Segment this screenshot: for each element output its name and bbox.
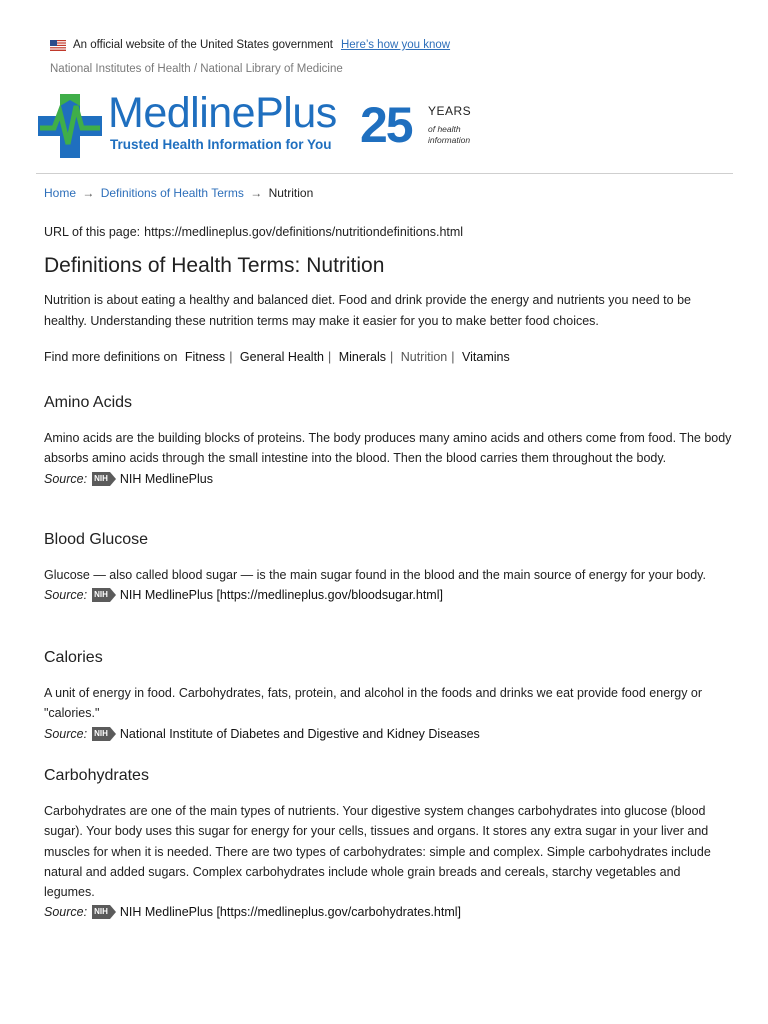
site-logo[interactable] bbox=[38, 89, 738, 164]
nih-logo-icon bbox=[92, 588, 116, 602]
header-divider bbox=[36, 173, 733, 174]
term-blood-glucose bbox=[44, 529, 734, 605]
nih-logo-icon bbox=[92, 727, 116, 741]
gov-banner bbox=[50, 39, 450, 51]
nih-badge-text: NIH bbox=[92, 588, 110, 602]
nih-logo-icon bbox=[92, 472, 116, 486]
term-definition: Amino acids are the building blocks of proteins. The body produces many amino acids and others come from food. The body absorbs amino acids through the small intestine into the blood. Then the blood carries them throughout the body. bbox=[44, 431, 732, 466]
term-heading: Blood Glucose bbox=[44, 531, 149, 548]
breadcrumb-arrow: → bbox=[82, 186, 95, 200]
source-url: [https://medlineplus.gov/carbohydrates.html] bbox=[216, 905, 462, 920]
source-organization: NIH MedlinePlus bbox=[119, 905, 213, 920]
term-heading: Amino Acids bbox=[44, 394, 133, 411]
breadcrumb-section-link[interactable]: Definitions of Health Terms bbox=[100, 186, 244, 200]
source-organization: NIH MedlinePlus bbox=[119, 471, 213, 486]
source-label: Source: bbox=[44, 726, 88, 741]
definitions-link-general-health[interactable]: General Health bbox=[239, 350, 324, 364]
anniversary-number: 25 bbox=[360, 97, 412, 153]
page-url-label: URL of this page: bbox=[44, 225, 141, 239]
nih-badge-text: NIH bbox=[92, 727, 110, 741]
intro-text: Nutrition is about eating a healthy and balanced diet. Food and drink provide the energy and nutrients you need to be healthy. Understanding these nutrition terms may make it easier for you to make better food choices. bbox=[44, 293, 691, 328]
link-separator: | bbox=[229, 350, 233, 364]
source-organization: National Institute of Diabetes and Digestive and Kidney Diseases bbox=[119, 726, 480, 741]
source-label: Source: bbox=[44, 471, 88, 486]
page-url-value: https://medlineplus.gov/definitions/nutritiondefinitions.html bbox=[144, 225, 464, 239]
breadcrumb bbox=[44, 186, 313, 200]
source-url: [https://medlineplus.gov/bloodsugar.html] bbox=[216, 588, 443, 603]
definitions-link-fitness[interactable]: Fitness bbox=[184, 350, 226, 364]
term-definition: A unit of energy in food. Carbohydrates, fats, protein, and alcohol in the foods and drinks we eat provide food energy or "calories." bbox=[44, 686, 703, 721]
org-line: National Institutes of Health / National Library of Medicine bbox=[50, 63, 343, 75]
term-heading: Calories bbox=[44, 649, 103, 666]
term-amino-acids bbox=[44, 392, 734, 489]
link-separator: | bbox=[328, 350, 332, 364]
us-flag-icon bbox=[50, 40, 66, 51]
term-carbohydrates bbox=[44, 765, 734, 922]
nih-badge-text: NIH bbox=[92, 905, 110, 919]
source-label: Source: bbox=[44, 905, 88, 920]
logo-wordmark: MedlinePlus bbox=[108, 89, 337, 137]
anniversary-years: YEARS bbox=[428, 104, 472, 118]
term-definition: Glucose — also called blood sugar — is the main sugar found in the blood and the main source of energy for your body. bbox=[44, 568, 706, 582]
term-source bbox=[44, 585, 734, 605]
definitions-link-vitamins[interactable]: Vitamins bbox=[462, 350, 510, 364]
term-source bbox=[44, 469, 734, 489]
how-you-know-link[interactable]: Here’s how you know bbox=[340, 39, 451, 51]
find-more-label: Find more definitions on bbox=[44, 350, 178, 364]
breadcrumb-current: Nutrition bbox=[268, 186, 314, 200]
page-title: Definitions of Health Terms: Nutrition bbox=[44, 254, 385, 277]
source-label: Source: bbox=[44, 588, 88, 603]
breadcrumb-arrow: → bbox=[250, 186, 263, 200]
source-organization: NIH MedlinePlus bbox=[119, 588, 213, 603]
term-definition: Carbohydrates are one of the main types of nutrients. Your digestive system changes carbohydrates into glucose (blood sugar). Your body uses this sugar for energy for your cells, tissues and organs. It stores any extra sugar in your liver and muscles for when it is needed. There are two types of carbohydrates: simple and complex. Simple carbohydrates include natural and added sugars. Complex carbohydrates include whole grain breads and cereals, starchy vegetables and legumes. bbox=[44, 804, 711, 900]
page-url bbox=[44, 225, 463, 239]
term-calories bbox=[44, 647, 734, 744]
definitions-link-minerals[interactable]: Minerals bbox=[338, 350, 386, 364]
medlineplus-cross-icon bbox=[38, 92, 102, 160]
term-source bbox=[44, 724, 734, 744]
nih-badge-text: NIH bbox=[92, 472, 110, 486]
definitions-current-nutrition: Nutrition bbox=[400, 350, 448, 364]
link-separator: | bbox=[389, 350, 394, 364]
official-text: An official website of the United States government bbox=[73, 39, 333, 51]
term-heading: Carbohydrates bbox=[44, 767, 149, 784]
anniversary-subtitle: of health information bbox=[428, 124, 471, 145]
nih-logo-icon bbox=[92, 905, 116, 919]
term-source bbox=[44, 902, 734, 922]
link-separator: | bbox=[451, 350, 455, 364]
breadcrumb-home-link[interactable]: Home bbox=[44, 186, 77, 200]
find-more-definitions bbox=[44, 350, 514, 364]
logo-tagline: Trusted Health Information for You bbox=[110, 137, 332, 152]
